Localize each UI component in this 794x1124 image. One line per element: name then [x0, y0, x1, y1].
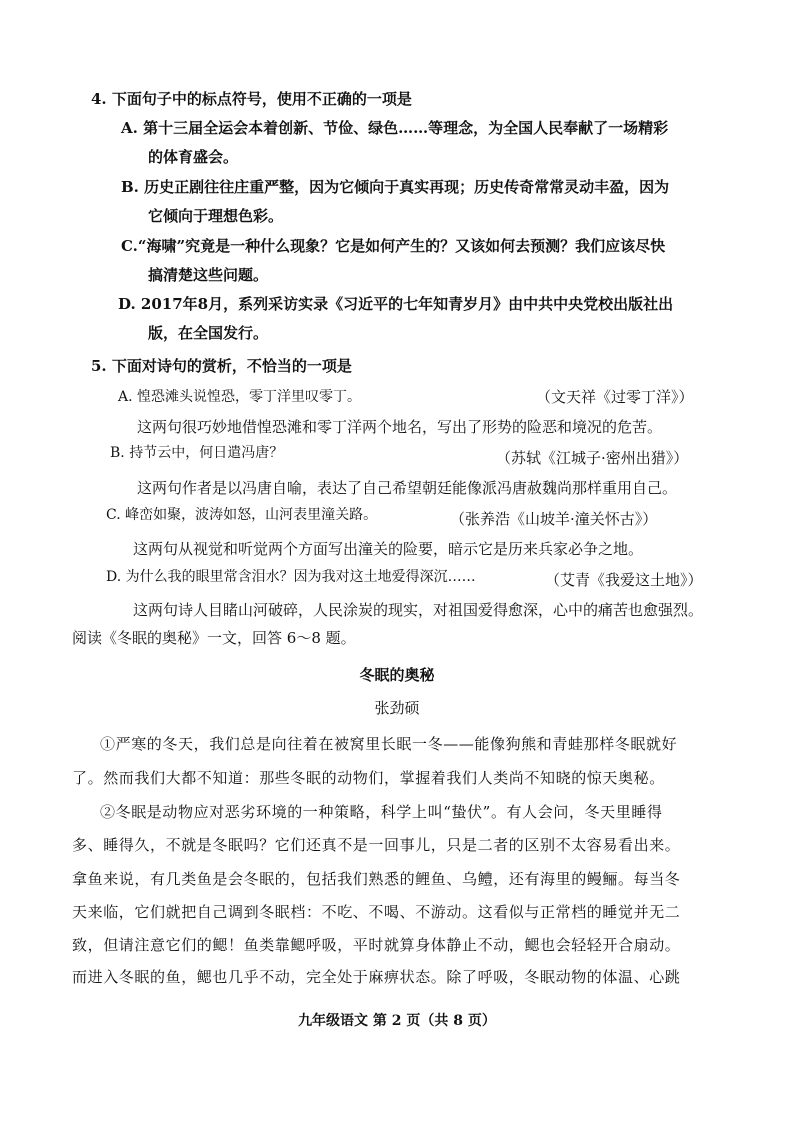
article-p2-line4: 天来临，它们就把自己调到冬眠档：不吃、不喝、不游动。这看似与正常档的睡觉并无二	[72, 903, 681, 921]
q5-option-a-source: （文天祥《过零丁洋》）	[536, 388, 694, 406]
q5-option-b-note: 这两句作者是以冯唐自喻，表达了自己希望朝廷能像派冯唐赦魏尚那样重用自己。	[137, 479, 678, 497]
article-p2-line1: ②冬眠是动物应对恶劣环境的一种策略，科学上叫“蛰伏”。有人会问，冬天里睡得	[100, 803, 663, 821]
page-footer: 九年级语文 第 2 页（共 8 页）	[298, 1013, 496, 1029]
q5-option-a-poem: A. 惶恐滩头说惶恐，零丁洋里叹零丁。	[118, 389, 362, 405]
article-p2-line5: 致，但请注意它们的鳃！鱼类靠鳃呼吸，平时就算身体静止不动，鳃也会轻轻开合扇动。	[72, 936, 681, 954]
q5-option-c-note: 这两句从视觉和听觉两个方面写出潼关的险要，暗示它是历来兵家必争之地。	[133, 540, 644, 558]
article-p2-line6: 而进入冬眠的鱼，鳃也几乎不动，完全处于麻痹状态。除了呼吸，冬眠动物的体温、心跳	[72, 968, 681, 986]
q5-option-c-poem: C. 峰峦如聚，波涛如怒，山河表里潼关路。	[106, 507, 378, 523]
q5-option-b-source: （苏轼《江城子·密州出猎》）	[496, 449, 689, 467]
q4-option-b-line2: 它倾向于理想色彩。	[148, 207, 284, 225]
q5-stem: 5. 下面对诗句的赏析，不恰当的一项是	[91, 357, 352, 375]
article-title: 冬眠的奥秘	[359, 666, 435, 684]
reading-prompt: 阅读《冬眠的奥秘》一文，回答 6～8 题。	[72, 629, 356, 647]
q5-option-d-poem: D. 为什么我的眼里常含泪水？因为我对这土地爱得深沉……	[106, 569, 476, 585]
q4-option-c-line1: C.“海啸”究竟是一种什么现象？它是如何产生的？又该如何去预测？我们应该尽快	[121, 237, 666, 255]
q4-stem: 4. 下面句子中的标点符号，使用不正确的一项是	[91, 90, 412, 108]
q4-option-c-line2: 搞清楚这些问题。	[148, 266, 269, 284]
article-p1-line1: ①严寒的冬天，我们总是向往着在被窝里长眠一冬——能像狗熊和青蛙那样冬眠就好	[100, 735, 678, 753]
q5-option-b-poem: B. 持节云中，何日遣冯唐？	[110, 445, 284, 461]
q4-option-d-line1: D. 2017年8月，系列采访实录《习近平的七年知青岁月》由中共中央党校出版社出	[118, 295, 674, 313]
q4-option-a-line1: A. 第十三届全运会本着创新、节俭、绿色……等理念，为全国人民奉献了一场精彩	[121, 119, 669, 137]
article-p1-line2: 了。然而我们大都不知道：那些冬眠的动物们，掌握着我们人类尚不知晓的惊天奥秘。	[72, 769, 665, 787]
article-p2-line2: 多、睡得久，不就是冬眠吗？它们还真不是一回事儿，只是二者的区别不太容易看出来。	[72, 836, 681, 854]
q4-option-a-line2: 的体育盛会。	[148, 148, 239, 166]
q5-option-d-note: 这两句诗人目睹山河破碎，人民涂炭的现实，对祖国爱得愈深，心中的痛苦也愈强烈。	[133, 601, 704, 619]
q4-option-d-line2: 版，在全国发行。	[148, 324, 269, 342]
q5-option-a-note: 这两句很巧妙地借惶恐滩和零丁洋两个地名，写出了形势的险恶和境况的危苦。	[137, 418, 663, 436]
q4-option-b-line1: B. 历史正剧往往庄重严整，因为它倾向于真实再现；历史传奇常常灵动丰盈，因为	[121, 178, 670, 196]
article-p2-line3: 拿鱼来说，有几类鱼是会冬眠的，包括我们熟悉的鲤鱼、乌鳢，还有海里的鳗鲡。每当冬	[72, 870, 681, 888]
article-author: 张劲硕	[374, 699, 420, 717]
q5-option-d-source: （艾青《我爱这土地》）	[545, 571, 703, 589]
q5-option-c-source: （张养浩《山坡羊·潼关怀古》）	[450, 510, 658, 528]
